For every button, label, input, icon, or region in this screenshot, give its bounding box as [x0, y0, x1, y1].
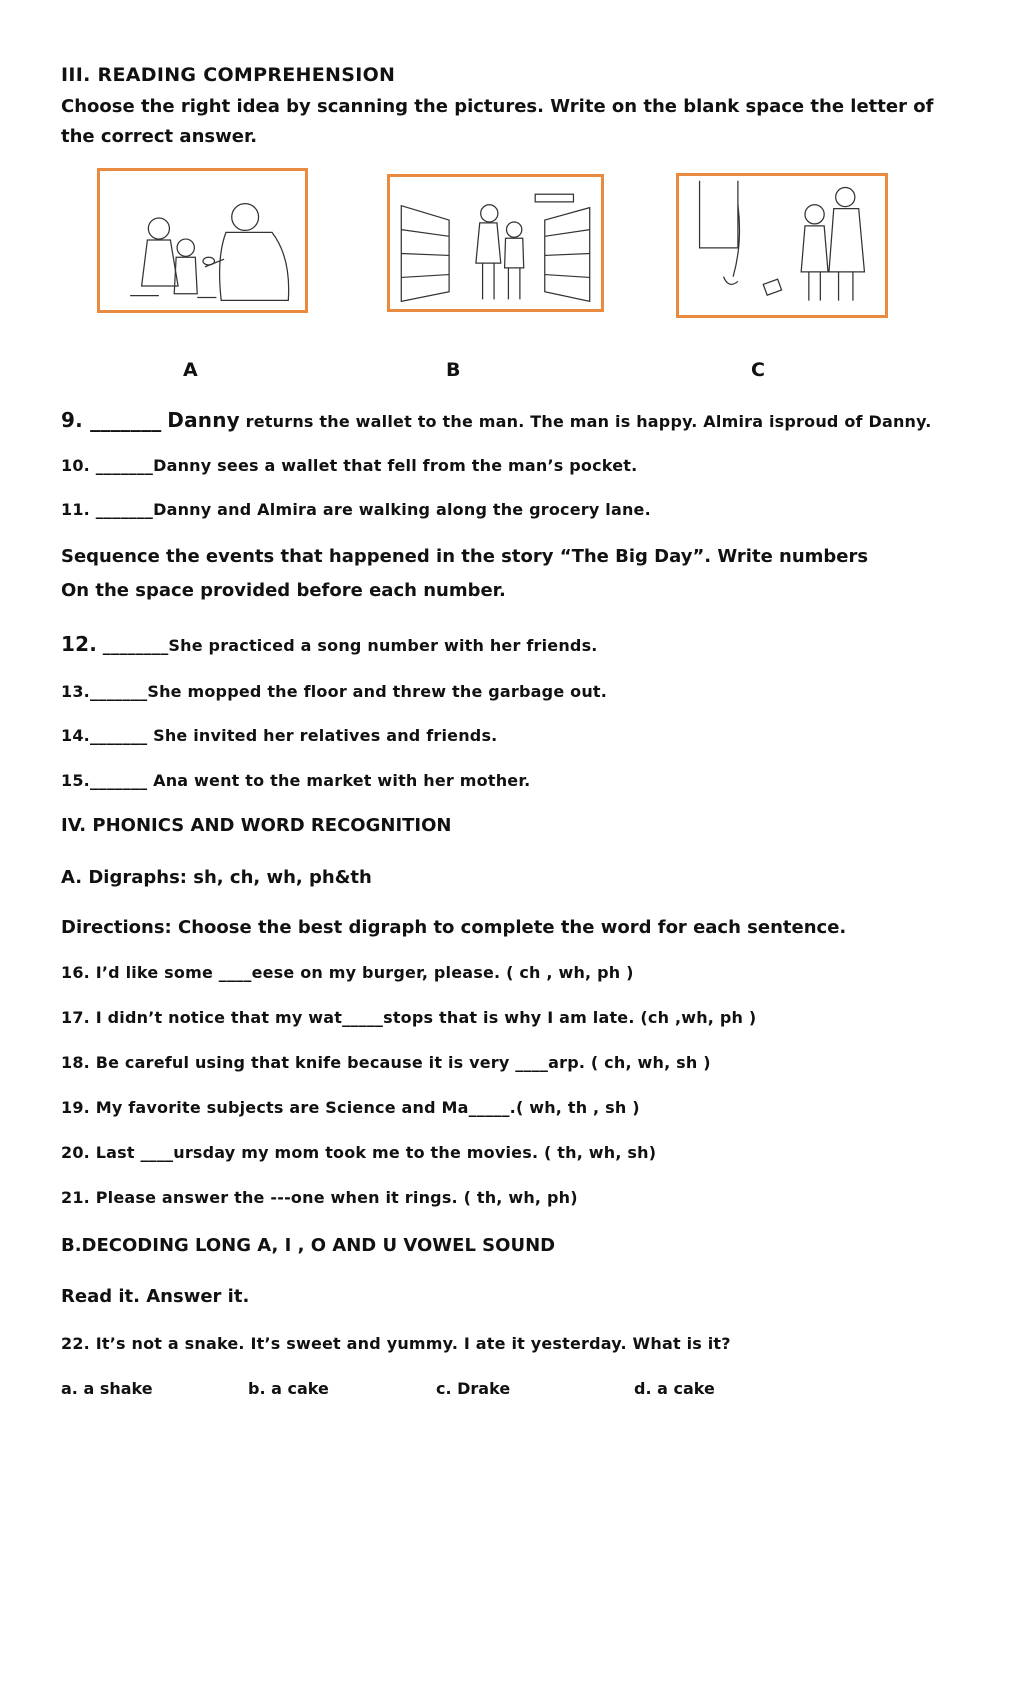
question-22-option-c: c. Drake	[436, 1379, 511, 1398]
question-21: 21. Please answer the ---one when it rings. ( th, wh, ph)	[61, 1188, 578, 1207]
question-9-number: 9. _______	[61, 408, 162, 432]
picture-label-a: A	[183, 359, 198, 381]
picture-c-illustration	[679, 176, 885, 315]
sequence-instruction-line1: Sequence the events that happened in the story “The Big Day”. Write numbers	[61, 546, 869, 567]
subheading-decoding: B.DECODING LONG A, I , O AND U VOWEL SOUND	[61, 1235, 556, 1256]
question-12-number: 12.	[61, 632, 98, 656]
picture-c	[676, 173, 888, 318]
picture-b-illustration	[390, 177, 601, 309]
section-heading-reading: III. READING COMPREHENSION	[61, 64, 396, 86]
question-10: 10. _______Danny sees a wallet that fell from the man’s pocket.	[61, 456, 638, 475]
picture-label-b: B	[446, 359, 461, 381]
question-9-subject: Danny	[167, 408, 240, 432]
question-19: 19. My favorite subjects are Science and Ma_____.( wh, th , sh )	[61, 1098, 640, 1117]
reading-instruction-line2: the correct answer.	[61, 126, 258, 147]
question-22-option-b: b. a cake	[248, 1379, 329, 1398]
section-heading-phonics: IV. PHONICS AND WORD RECOGNITION	[61, 815, 452, 836]
picture-a-illustration	[100, 171, 305, 310]
question-16: 16. I’d like some ____eese on my burger, please. ( ch , wh, ph )	[61, 963, 634, 982]
question-13: 13._______She mopped the floor and threw the garbage out.	[61, 682, 608, 701]
question-11: 11. _______Danny and Almira are walking along the grocery lane.	[61, 500, 651, 519]
question-12	[61, 632, 598, 656]
question-22: 22. It’s not a snake. It’s sweet and yummy. I ate it yesterday. What is it?	[61, 1334, 731, 1353]
picture-label-c: C	[751, 359, 765, 381]
digraph-directions: Directions: Choose the best digraph to complete the word for each sentence.	[61, 917, 847, 938]
question-9-text: returns the wallet to the man. The man is happy. Almira isproud of Danny.	[239, 412, 932, 431]
read-it-answer-it: Read it. Answer it.	[61, 1286, 250, 1307]
question-15: 15._______ Ana went to the market with her mother.	[61, 771, 531, 790]
question-22-option-a: a. a shake	[61, 1379, 153, 1398]
sequence-instruction-line2: On the space provided before each number.	[61, 580, 506, 601]
subheading-digraphs: A. Digraphs: sh, ch, wh, ph&th	[61, 867, 372, 888]
question-22-option-d: d. a cake	[634, 1379, 715, 1398]
reading-instruction-line1: Choose the right idea by scanning the pictures. Write on the blank space the letter of	[61, 96, 934, 117]
picture-b	[387, 174, 604, 312]
question-20: 20. Last ____ursday my mom took me to the movies. ( th, wh, sh)	[61, 1143, 657, 1162]
question-17: 17. I didn’t notice that my wat_____stops that is why I am late. (ch ,wh, ph )	[61, 1008, 757, 1027]
picture-a	[97, 168, 308, 313]
question-9	[61, 408, 932, 432]
question-12-text: ________She practiced a song number with her friends.	[97, 636, 598, 655]
question-18: 18. Be careful using that knife because it is very ____arp. ( ch, wh, sh )	[61, 1053, 711, 1072]
question-14: 14._______ She invited her relatives and friends.	[61, 726, 498, 745]
